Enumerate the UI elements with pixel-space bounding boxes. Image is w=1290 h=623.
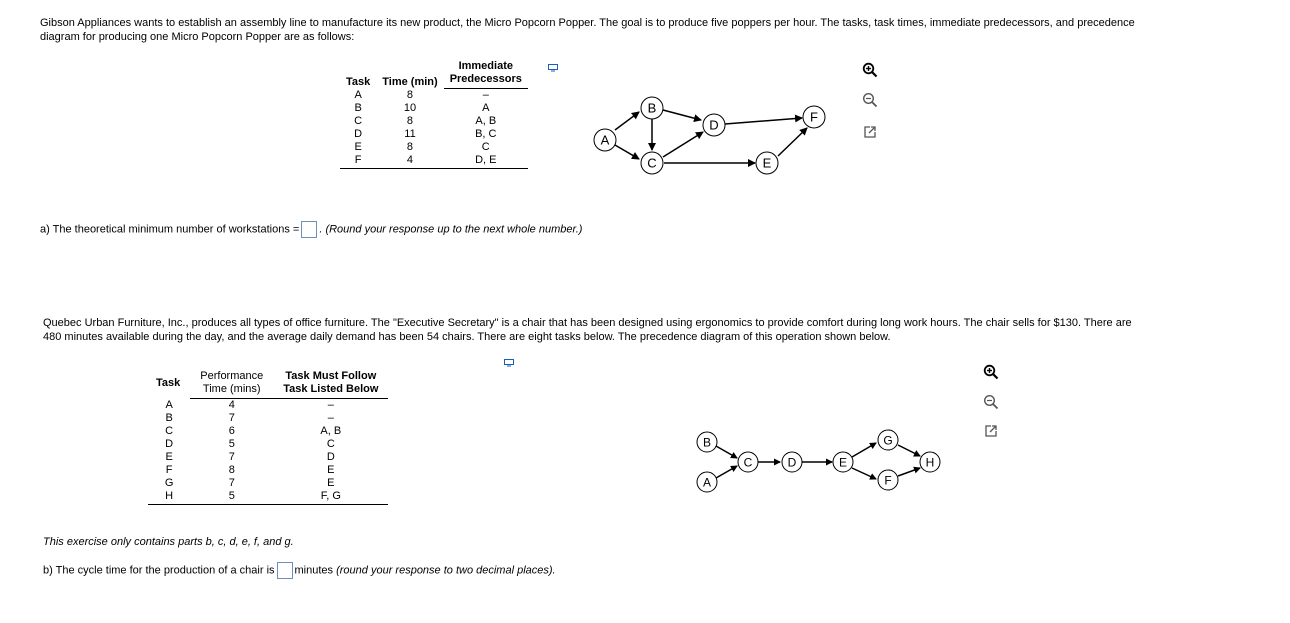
question-b-prefix: b) The cycle time for the production of a chair is bbox=[43, 564, 275, 577]
edge-e-f bbox=[778, 128, 807, 156]
question-a bbox=[40, 221, 582, 238]
cycle-time-answer-input[interactable] bbox=[277, 562, 293, 579]
svg-text:E: E bbox=[838, 455, 848, 470]
workstations-answer-input[interactable] bbox=[301, 221, 317, 238]
node-h bbox=[920, 452, 940, 472]
header-time-line2: Time (mins) bbox=[190, 383, 273, 399]
svg-text:D: D bbox=[787, 455, 797, 470]
cell-pred: B, C bbox=[475, 128, 497, 140]
cell-time: 11 bbox=[404, 128, 416, 140]
popout-icon[interactable] bbox=[862, 124, 878, 140]
cell-task: E bbox=[165, 451, 173, 463]
table-row bbox=[148, 464, 388, 477]
node-b bbox=[697, 432, 717, 452]
collapse-icon[interactable] bbox=[504, 358, 514, 366]
cell-task: C bbox=[354, 115, 363, 127]
question-b bbox=[43, 562, 556, 579]
question-b-suffix: (round your response to two decimal places). bbox=[336, 564, 556, 577]
cell-time: 8 bbox=[406, 88, 414, 101]
cell-time: 8 bbox=[406, 141, 414, 153]
table-row bbox=[148, 412, 388, 425]
cell-follow: E bbox=[327, 477, 335, 489]
problem1-intro: Gibson Appliances wants to establish an assembly line to manufacture its new product, the Micro Popcorn Popper. The goal is to produce five poppers per hour. The tasks, task times, immediate predecessors, and precedence diagram for producing one Micro Popcorn Popper are as follows: bbox=[40, 17, 1135, 43]
edge-a-b bbox=[615, 112, 639, 130]
question-b-mid: minutes bbox=[294, 564, 334, 577]
precedence-diagram-2 bbox=[690, 420, 950, 500]
svg-text:H: H bbox=[925, 455, 935, 470]
table-row bbox=[340, 102, 528, 115]
cell-task: B bbox=[354, 102, 362, 114]
zoom-in-icon[interactable] bbox=[862, 62, 878, 78]
exercise-note: This exercise only contains parts b, c, d, e, f, and g. bbox=[43, 536, 294, 548]
svg-text:C: C bbox=[647, 155, 657, 171]
cell-time: 10 bbox=[403, 102, 417, 114]
header-task: Task bbox=[346, 75, 371, 88]
cell-time: 4 bbox=[376, 154, 443, 169]
cell-pred: D, E bbox=[444, 154, 528, 169]
edge-g-h bbox=[898, 445, 920, 456]
cell-time: 5 bbox=[228, 438, 235, 450]
header-time-line1: Performance bbox=[200, 370, 264, 382]
node-d bbox=[703, 114, 725, 136]
edge-d-f bbox=[725, 118, 802, 124]
edge-e-f bbox=[852, 468, 876, 479]
cell-follow: C bbox=[326, 438, 335, 450]
edge-b-c bbox=[716, 446, 737, 458]
zoom-out-icon[interactable] bbox=[862, 92, 878, 108]
cell-follow: F, G bbox=[273, 490, 388, 505]
cell-follow: A, B bbox=[320, 425, 342, 437]
zoom-in-icon[interactable] bbox=[983, 364, 999, 380]
edge-f-h bbox=[898, 468, 920, 476]
cell-time: 6 bbox=[228, 425, 235, 437]
cell-time: 4 bbox=[228, 399, 235, 411]
table-row bbox=[340, 154, 528, 169]
node-b bbox=[641, 97, 663, 119]
node-e bbox=[756, 152, 778, 174]
cell-task: D bbox=[354, 128, 363, 140]
header-task: Task bbox=[156, 376, 181, 389]
header-pred-line1: Immediate bbox=[458, 60, 513, 72]
node-a bbox=[594, 129, 616, 151]
node-c bbox=[641, 152, 663, 174]
cell-pred: – bbox=[482, 89, 489, 101]
svg-text:C: C bbox=[743, 455, 753, 470]
node-f bbox=[878, 470, 898, 490]
cell-time: 8 bbox=[406, 115, 414, 127]
edge-c-d bbox=[663, 132, 703, 157]
cell-task: A bbox=[165, 398, 173, 411]
table-row bbox=[148, 451, 388, 464]
svg-text:D: D bbox=[709, 117, 719, 133]
header-follow-line2: Task Listed Below bbox=[273, 383, 388, 399]
cell-task: F bbox=[165, 464, 173, 476]
node-e bbox=[833, 452, 853, 472]
problem2-table-container bbox=[148, 370, 388, 505]
cell-follow: D bbox=[326, 451, 335, 463]
problem2-intro: Quebec Urban Furniture, Inc., produces all types of office furniture. The "Executive Secretary" is a chair that has been designed using ergonomics to provide comfort during long work hours. The chair sells for $130. There are 480 minutes available during the day, and the average daily demand has been 54 chairs. There are eight tasks below. The precedence diagram of this operation shown below. bbox=[43, 317, 1132, 343]
svg-text:A: A bbox=[600, 132, 610, 148]
node-d bbox=[782, 452, 802, 472]
table-row bbox=[148, 399, 388, 413]
table-row bbox=[340, 89, 528, 103]
cell-task: F bbox=[340, 154, 376, 169]
table-row bbox=[148, 490, 388, 505]
node-a bbox=[697, 472, 717, 492]
cell-task: H bbox=[148, 490, 190, 505]
precedence-diagram-1 bbox=[580, 90, 840, 190]
cell-time: 8 bbox=[228, 464, 235, 476]
node-g bbox=[878, 430, 898, 450]
table-row bbox=[340, 128, 528, 141]
edge-a-c bbox=[615, 145, 639, 159]
table-row bbox=[148, 477, 388, 490]
cell-task: G bbox=[164, 477, 174, 489]
svg-text:B: B bbox=[647, 100, 657, 116]
svg-text:A: A bbox=[702, 475, 712, 490]
problem1-table-container bbox=[340, 60, 528, 169]
header-follow-line1: Task Must Follow bbox=[285, 370, 377, 382]
cell-pred: A bbox=[482, 102, 490, 114]
question-a-suffix: . (Round your response up to the next whole number.) bbox=[319, 223, 583, 236]
table-row bbox=[148, 425, 388, 438]
cell-follow: – bbox=[327, 412, 334, 424]
node-c bbox=[738, 452, 758, 472]
table-row bbox=[340, 115, 528, 128]
svg-text:F: F bbox=[884, 473, 892, 488]
cell-follow: E bbox=[327, 464, 335, 476]
zoom-out-icon[interactable] bbox=[983, 394, 999, 410]
cell-task: D bbox=[165, 438, 174, 450]
question-a-prefix: a) The theoretical minimum number of workstations = bbox=[40, 223, 300, 236]
edge-e-g bbox=[852, 443, 876, 457]
edge-a-c bbox=[716, 466, 737, 478]
problem1-table bbox=[340, 60, 528, 169]
cell-time: 7 bbox=[228, 412, 235, 424]
header-pred-line2: Predecessors bbox=[444, 73, 528, 89]
table-row bbox=[148, 438, 388, 451]
cell-follow: – bbox=[327, 399, 334, 411]
cell-task: B bbox=[165, 412, 173, 424]
edge-b-d bbox=[663, 110, 701, 120]
cell-pred: A, B bbox=[475, 115, 497, 127]
collapse-icon[interactable] bbox=[548, 63, 558, 71]
cell-task: C bbox=[165, 425, 174, 437]
svg-text:B: B bbox=[702, 435, 712, 450]
table-row bbox=[340, 141, 528, 154]
cell-time: 7 bbox=[228, 477, 235, 489]
header-time: Time (min) bbox=[382, 75, 438, 88]
problem2-table bbox=[148, 370, 388, 505]
cell-pred: C bbox=[481, 141, 490, 153]
popout-icon[interactable] bbox=[983, 423, 999, 439]
cell-task: A bbox=[354, 88, 362, 101]
cell-task: E bbox=[354, 141, 362, 153]
svg-text:G: G bbox=[883, 433, 893, 448]
svg-text:E: E bbox=[762, 155, 772, 171]
cell-time: 5 bbox=[190, 490, 273, 505]
node-f bbox=[803, 106, 825, 128]
svg-text:F: F bbox=[810, 109, 818, 125]
cell-time: 7 bbox=[228, 451, 235, 463]
